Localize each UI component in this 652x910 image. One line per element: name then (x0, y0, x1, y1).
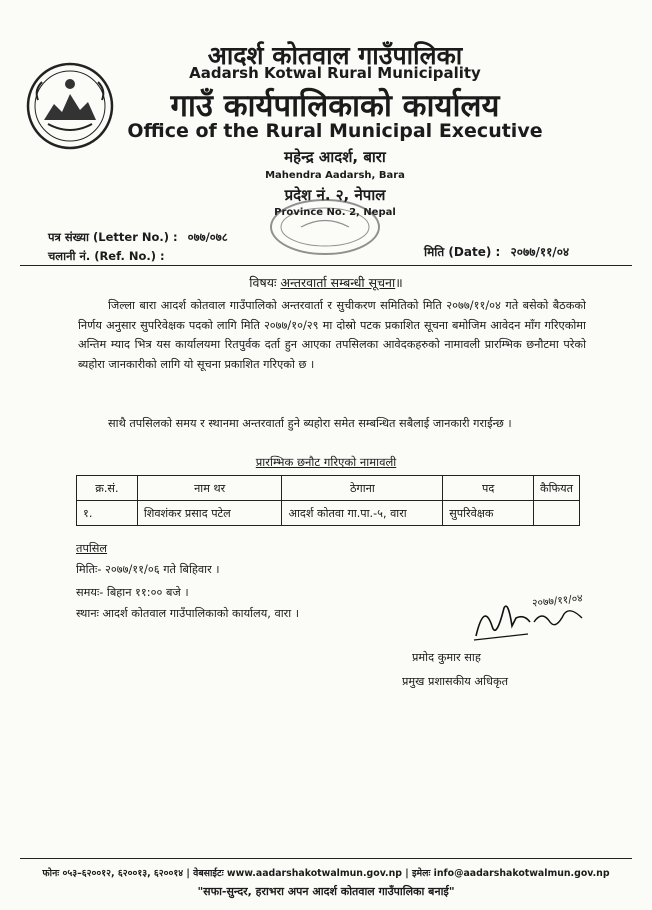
signature-date: २०७७/११/०४ (531, 592, 584, 610)
address-en: Mahendra Aadarsh, Bara (265, 170, 405, 181)
municipality-name-en: Aadarsh Kotwal Rural Municipality (189, 64, 481, 82)
reference-number (48, 249, 171, 264)
header-divider (20, 265, 632, 266)
letter-date-label: मिति (Date) : (424, 245, 501, 259)
shortlist-title: प्रारम्भिक छनौट गरिएको नामावली (255, 455, 397, 469)
schedule-place: स्थानः आदर्श कोतवाल गाउँपालिकाको कार्यालय, वारा । (76, 607, 300, 620)
footer-slogan: "सफा-सुन्दर, हराभरा अपन आदर्श कोतवाल गाउँपालिका बनाई" (197, 885, 455, 898)
office-name-en: Office of the Rural Municipal Executive (127, 120, 543, 142)
letter-date (424, 243, 569, 260)
schedule-date: मितिः- २०७७/११/०६ गते बिहिवार । (76, 563, 220, 576)
signatory-name: प्रमोद कुमार साह (412, 651, 481, 664)
footer-contact: फोनः ०५३–६२००१२, ६२००१३, ६२००१४ | वेबसाईटः www.aadarshakotwalmun.gov.np | इमेलः info@aadarshakotwalmun.gov.np (42, 868, 610, 879)
reference-number-label: चलानी नं. (Ref. No.) : (48, 249, 165, 263)
shortlist-table (76, 475, 580, 526)
signatory-title: प्रमुख प्रशासकीय अधिकृत (402, 675, 509, 688)
column-address: ठेगाना (282, 476, 443, 501)
subject-label: विषयः (249, 275, 277, 290)
address-np: महेन्द्र आदर्श, बारा (284, 148, 386, 166)
cell-remarks (534, 501, 580, 526)
column-remarks: कैफियत (534, 476, 580, 501)
cell-name: शिवशंकर प्रसाद पटेल (137, 501, 282, 526)
letter-number (48, 230, 228, 245)
footer-divider (20, 858, 632, 859)
cell-address: आदर्श कोतवा गा.पा.-५, वारा (282, 501, 443, 526)
cell-post: सुपरिवेक्षक (443, 501, 534, 526)
letter-number-label: पत्र संख्या (Letter No.) : (48, 230, 178, 244)
subject-text: अन्तरवार्ता सम्बन्धी सूचना (280, 275, 396, 290)
schedule-title: तपसिल (76, 542, 108, 555)
subject-suffix: ॥ (395, 275, 403, 290)
column-serial: क्र.सं. (77, 476, 138, 501)
nepal-emblem-icon (24, 60, 116, 152)
body-paragraph-1-text: जिल्ला बारा आदर्श कोतवाल गाउँपालिको अन्तरवार्ता र सुचीकरण समितिको मिति २०७७/११/०४ गते बसेको बैठकको निर्णय अनुसार सुपरिवेक्षक पदको लागि मिति २०७७/१०/२९ मा दोस्रो पटक प्रकाशित सूचना बमोजिम आवेदन माँग गरिएकोमा अन्तिम म्याद भित्र यस कार्यालयमा रितपुर्वक दर्ता हुन आएका तपसिलका आवेदकहरुको नामावली प्रारम्भिक छनौटमा परेको ब्यहोरा जानकारीको लागि यो सूचना प्रकाशित गरिएको छ । (78, 299, 586, 371)
letter-date-value: २०७७/११/०४ (510, 245, 570, 259)
schedule-time: समयः- बिहान ११:०० बजे । (76, 586, 189, 599)
office-name-np: गाउँ कार्यपालिकाको कार्यालय (170, 88, 500, 124)
column-post: पद (443, 476, 534, 501)
province-en: Province No. 2, Nepal (274, 207, 396, 218)
body-paragraph-1 (78, 296, 586, 374)
body-paragraph-2-text: साथै तपसिलको समय र स्थानमा अन्तरवार्ता हुने ब्यहोरा समेत सम्बन्धित सबैलाई जानकारी गराईन्छ । (108, 417, 512, 430)
table-header-row (77, 476, 580, 501)
table-row (77, 501, 580, 526)
province-np: प्रदेश नं. २, नेपाल (284, 186, 386, 204)
body-paragraph-2 (78, 414, 586, 434)
cell-serial: १. (77, 501, 138, 526)
subject-line (0, 274, 652, 291)
office-stamp-icon (266, 196, 384, 258)
column-name: नाम थर (137, 476, 282, 501)
municipality-name-np: आदर्श कोतवाल गाउँपालिका (207, 41, 463, 70)
letter-number-value: ०७७/०७८ (187, 230, 228, 244)
